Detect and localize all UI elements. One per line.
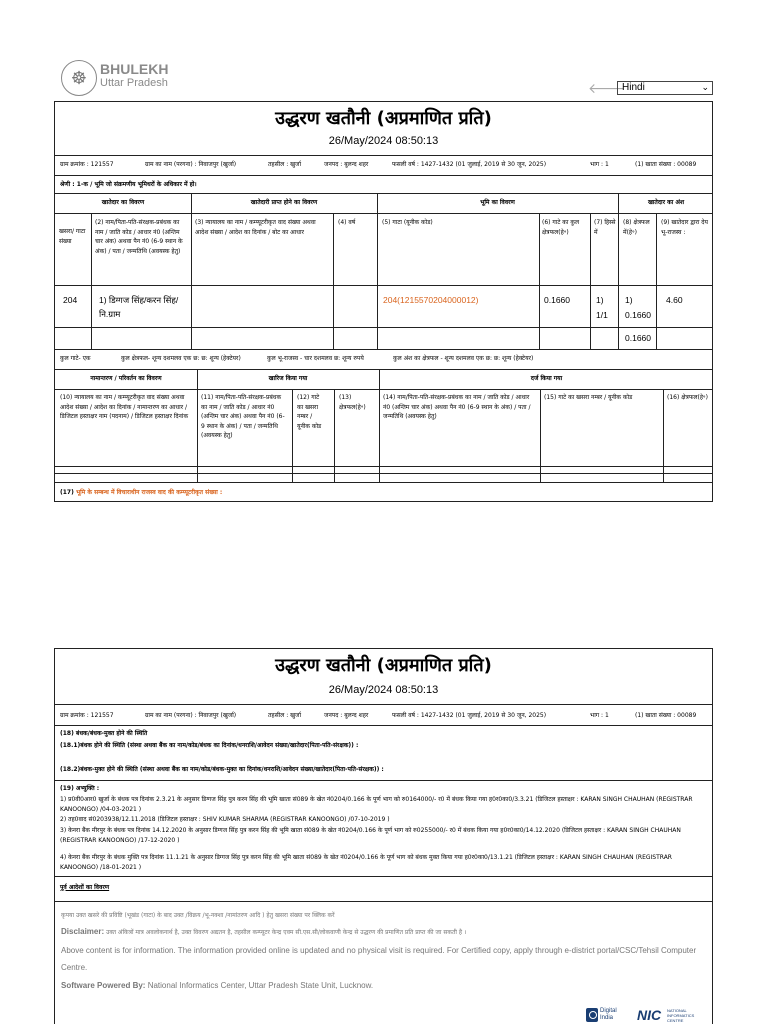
category: श्रेणी : 1-क / भूमि जो संक्रमणीय भूमिधरों के अधिकार में हो। [60, 181, 197, 188]
mortgage-release-status: (18.2)बंधक-मुक्त होने की स्थिति (संस्था अथवा बैंक का नाम/कोड/बंधक-मुक्त का दिनांक/धनराशि/आवेदन संख्या/खातेदार(पिता-पति-संरक्षक)) : [60, 766, 384, 773]
doc2-tehsil: तहसील : खुर्जा [268, 712, 302, 719]
summary-total-gata: कुल गाटे- एक [60, 355, 91, 362]
fasli-year: फसली वर्ष : 1427-1432 (01 जुलाई, 2019 से 30 जून, 2025) [392, 161, 547, 168]
owner-name: 1) डिग्गज सिंह/करन सिंह/ नि.ग्राम [99, 295, 179, 319]
col-area: (8) क्षेत्रफल में(हे॰) [623, 219, 650, 236]
language-value: Hindi [622, 82, 645, 93]
part: भाग : 1 [590, 161, 609, 168]
khatauni-document-1 [54, 101, 713, 502]
gata-link[interactable]: 204(1215570204000012) [383, 295, 479, 305]
doc2-village-code: ग्राम क्रमांक : 121557 [60, 712, 114, 719]
col-removed-area: (13) क्षेत्रफल(हे॰) [339, 394, 366, 411]
khatauni-document-2 [54, 648, 713, 1024]
col-added-area: (16) क्षेत्रफल(हे॰) [667, 394, 708, 401]
remark-4: 4) केनरा बैंक मीरपुर के बंधक मुक्ति पत्र दिनांक 11.1.21 के अनुसार डिग्गज सिंह पुत्र करन सिंह की भूमि खाता सं089 के खेत नं0204/0.166 के पूर्ण भाग को बंधक मुक्त किया गया ह0र0का0/13.1.21 (डिजिटल हस्ताक्षर : KARAN SINGH CHAUHAN (REGISTRAR KANOONGO) /18-01-2021 ) [60, 854, 672, 871]
col-revenue: (9) खातेदार द्वारा देय भू-राजस्व : [661, 219, 708, 236]
language-select[interactable] [617, 81, 713, 95]
nic-logo: NIC NATIONAL INFORMATICS CENTRE [637, 1007, 695, 1023]
brand-state: Uttar Pradesh [100, 77, 168, 89]
account-number: (1) खाता संख्या : 00089 [635, 161, 697, 168]
col-year: (4) वर्ष [338, 219, 356, 226]
area-total: 0.1660 [625, 333, 651, 343]
col-court: (3) न्यायालय का नाम / कम्प्यूटरीकृत वाद संख्या अथवा आदेश संख्या / आदेश का दिनांक / बोट का आधार [195, 219, 316, 236]
summary-revenue: कुल भू-राजस्व - चार दशमलव छ: शून्य रुपये [267, 355, 364, 362]
col-removed-khasra: (12) गाटे का खसरा नम्बर / यूनीक कोड [297, 394, 322, 430]
up-state-emblem-icon: ☸ [61, 60, 97, 96]
share-no: 1) [596, 295, 604, 305]
col-gata: (5) गाटा (यूनीक कोड) [382, 219, 433, 226]
doc2-title: उद्धरण खतौनी (अप्रमाणित प्रति) [275, 655, 492, 676]
col-added-owner: (14) नाम/पिता-पति-संरक्षक-प्रबंधक का नाम / जाति कोड / आधार नं0 (अन्तिम चार अंक) अथवा पैन नं0 (6-9 स्थान के अंक) / पता / जन्मतिथि (अवयस्क हेतु) [383, 394, 531, 420]
col-added-khasra: (15) गाटे का खसरा नम्बर / यूनीक कोड [544, 394, 633, 401]
section-land: भूमि का विवरण [480, 199, 515, 206]
mortgage-heading: (18) बंधक/बंधक-मुक्त होने की स्थिति [60, 730, 148, 737]
village-name: ग्राम का नाम (परगना) : निवाजपुर (खुर्जा) [145, 161, 237, 168]
doc2-date: 26/May/2024 08:50:13 [328, 684, 439, 696]
section-naamantaran: नामान्तरण / परिवर्तन का विवरण [90, 375, 162, 382]
doc2-fasli-year: फसली वर्ष : 1427-1432 (01 जुलाई, 2019 से 30 जून, 2025) [392, 712, 547, 719]
doc2-part: भाग : 1 [590, 712, 609, 719]
mortgage-status: (18.1)बंधक होने की स्थिति (संस्था अथवा बैंक का नाम/कोड/बंधक का दिनांक/धनराशि/आवेदन संख्या/खातेदार(पिता-पति-संरक्षक)) : [60, 742, 359, 749]
section-share: खातेदार का अंश [647, 199, 685, 206]
col-total-area: (6) गाटे का कुल क्षेत्रफल(हे॰) [542, 219, 580, 236]
chevron-down-icon: ⌄ [701, 82, 709, 92]
col-share: (7) हिस्से में [594, 219, 616, 236]
doc2-village-name: ग्राम का नाम (परगना) : निवाजपुर (खुर्जा) [145, 712, 237, 719]
share-fraction: 1/1 [596, 310, 608, 320]
col-khasra: खसरा/ गाटा संख्या [59, 228, 86, 245]
revenue-value: 4.60 [666, 295, 683, 305]
total-area: 0.1660 [544, 295, 570, 305]
khasra-number: 204 [63, 295, 78, 305]
doc2-account-number: (1) खाता संख्या : 00089 [635, 712, 697, 719]
brand-name: BHULEKH [100, 61, 169, 77]
disclaimer-hindi: Disclaimer: उक्त अंकित्रों मात्र अवलोकनार्थ है, उक्त विवरण अद्यतन है, तहसील कम्प्यूटर केन्द्र एवम सी.एस.सी/लोकवाणी केन्द्र से उद्धरण की प्रमाणित प्रति प्राप्त की जा सकती है । [61, 927, 467, 936]
doc-date: 26/May/2024 08:50:13 [328, 135, 439, 147]
doc2-district: जनपद : बुलन्द शहर [324, 712, 369, 719]
village-code: ग्राम क्रमांक : 121557 [60, 161, 114, 168]
section-darj: दर्ज किया गया [530, 375, 563, 382]
remark-3: 3) केनरा बैंक मीरपुर के बंधक पत्र दिनांक 14.12.2020 के अनुसार डिग्गज सिंह पुत्र करन सिंह की भूमि खाता सं089 के खेत नं0204/0.166 के पूर्ण भाग को रु0255000/- र0 में बंधक किया गया ह0र0का0/14.12.2020 (डिजिटल हस्ताक्षर : KARAN SINGH CHAUHAN (REGISTRAR KANOONGO) /17-12-2020 ) [60, 827, 681, 844]
col-mutation-court: (10) न्यायालय का नाम / कम्प्यूटरीकृत वाद संख्या अथवा आदेश संख्या / आदेश का दिनांक / नामान्तरण का आधार / डिजिटल हस्ताक्षर नाम (पदनाम) / डिजिटल हस्ताक्षर दिनांक [60, 394, 189, 420]
pending-case-note: (17) भूमि के सम्बन्ध में विचाराधीन राजस्व वाद की कम्प्यूटरीकृत संख्या : [60, 489, 223, 496]
district: जनपद : बुलन्द शहर [324, 161, 369, 168]
section-khatedar: खातेदार का विवरण [101, 199, 145, 206]
remark-2: 2) तह0वाद सं0203938/12.11.2018 (डिजिटल हस्ताक्षर : SHIV KUMAR SHARMA (REGISTRAR KANOONGO) /07-10-2019 ) [60, 816, 390, 823]
summary-total-area: कुल क्षेत्रफल- शून्य दशमलव एक छ: छ: शून्य (हेक्टेयर) [121, 355, 241, 362]
area-no: 1) [625, 295, 633, 305]
previous-orders: पूर्व आदेशों का विवरण [60, 884, 110, 891]
section-source: खातेदारी प्राप्त होने का विवरण [250, 199, 318, 206]
remark-1: 1) प्र0वी0आर0 खुर्जा के बंधक पत्र दिनांक 2.3.21 के अनुसार डिग्गज सिंह पुत्र करन सिंह की भूमि खाता सं089 के खेत नं0204/0.166 के पूर्ण भाग को रु0164000/- र0 में बंधक किया गया ह0र0का0/3.3.21 (डिजिटल हस्ताक्षर : KARAN SINGH CHAUHAN (REGISTRAR KANOONGO) /04-03-2021 ) [60, 796, 693, 813]
area-value: 0.1660 [625, 310, 651, 320]
section-kharij: खारिज किया गया [268, 375, 308, 382]
summary-share-area: कुल अंश का क्षेत्रफल - शून्य दशमलव एक छ: छ: शून्य (हेक्टेयर) [393, 355, 534, 362]
col-removed-owner: (11) नाम/पिता-पति-संरक्षक-प्रबंधक का नाम / जाति कोड / आधार नं0 (अन्तिम चार अंक) अथवा पैन नं0 (6-9 स्थान के अंक) / पता / जन्मतिथि (अवयस्क हेतु) [201, 394, 285, 439]
arrow-left-icon[interactable]: 🡐 [588, 81, 626, 97]
software-credit: Software Powered By: National Informatics Center, Uttar Pradesh State Unit, Lucknow. [61, 981, 374, 990]
digital-india-logo: Digital India [586, 1007, 628, 1025]
disclaimer-english: Above content is for information. The information provided online is updated and no physical visit is required. For Certified copy, apply through e-district portal/CSC/Tehsil Computer Centre. [61, 946, 697, 972]
click-instruction: कृपया उक्त खसरे की प्रविष्टि (भूखंड (गाटा) के बाद उक्त /विक्रय /भू-नक्शा /नामांतरण आदि ) हेतु खसरा संख्या पर क्लिक करें [61, 912, 335, 919]
doc-title: उद्धरण खतौनी (अप्रमाणित प्रति) [275, 108, 492, 129]
tehsil: तहसील : खुर्जा [268, 161, 302, 168]
remarks-heading: (19) अभ्युक्ति : [60, 785, 100, 792]
col-owner: (2) नाम/पिता-पति-संरक्षक-प्रबंधक का नाम / जाति कोड / आधार नं0 (अन्तिम चार अंक) अथवा पैन नं0 (6-9 स्थान के अंक) / पता / जन्मतिथि (अवयस्क हेतु) [95, 219, 183, 255]
